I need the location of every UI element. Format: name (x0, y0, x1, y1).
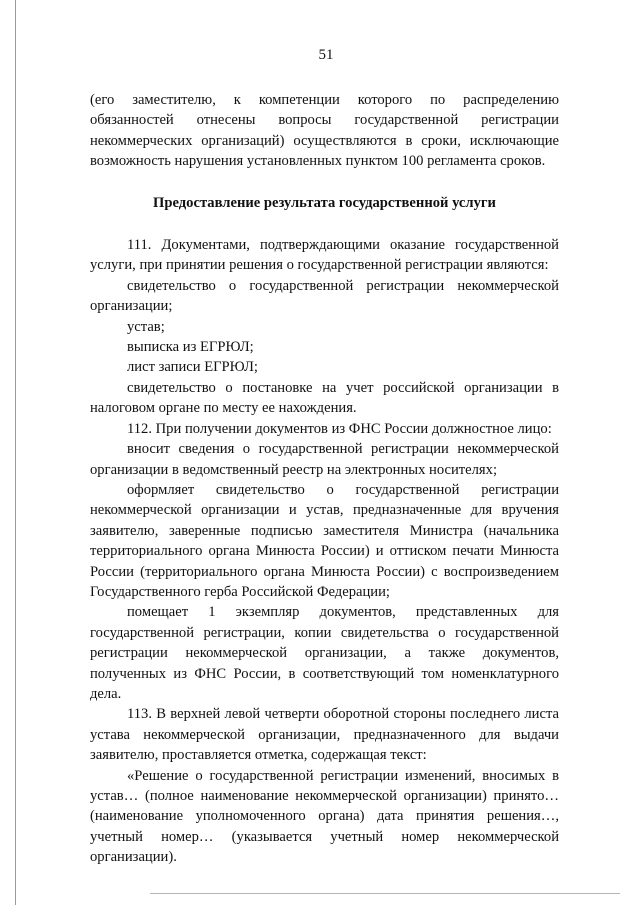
paragraph-112-issue: оформляет свидетельство о государственной регистрации некоммерческой организации и устав, предназначенные для вручения заявителю, заверенные подписью заместителя Министра (начальника территориального органа Минюста России) и оттиском печати Минюста России (территориального органа Минюста России) с воспроизведением Государственного герба Российской Федерации; (90, 481, 559, 600)
paragraph-112-archive: помещает 1 экземпляр документов, представленных для государственной регистрации, копии свидетельства о государственной регистрации некоммерческой организации, а также документов, полученных из ФНС России, в соответствующий том номенклатурного дела. (90, 604, 559, 702)
list-item-tax-registration: свидетельство о постановке на учет российской организации в налоговом органе по месту ее нахождения. (90, 379, 559, 417)
paragraph-113: 113. В верхней левой четверти оборотной стороны последнего листа устава некоммерческой организации, предназначенного для выдачи заявителю, проставляется отметка, содержащая текст: (90, 706, 559, 764)
scan-edge-left (15, 0, 16, 905)
list-item-egrul-extract: выписка из ЕГРЮЛ; (127, 339, 254, 356)
intro-paragraph: (его заместителю, к компетенции которого по распределению обязанностей отнесены вопросы государственной регистрации некоммерческих организаций) осуществляются в сроки, исключающие возможность нарушения установленных пунктом 100 регламента сроков. (90, 92, 559, 170)
page-number: 51 (318, 47, 334, 63)
paragraph-113-mark-text: «Решение о государственной регистрации изменений, вносимых в устав… (полное наименование некоммерческой организации) принято… (наименование уполномоченного органа) дата принятия решения…, учетный номер… (указывается учетный номер некоммерческой организации). (90, 767, 559, 866)
paragraph-112: 112. При получении документов из ФНС России должностное лицо: (127, 420, 552, 437)
list-item-charter: устав; (127, 318, 165, 335)
paragraph-112-registry: вносит сведения о государственной регистрации некоммерческой организации в ведомственный реестр на электронных носителях; (90, 441, 559, 478)
section-heading: Предоставление результата государственной услуги (153, 194, 496, 211)
document-body (90, 90, 559, 868)
list-item-egrul-sheet: лист записи ЕГРЮЛ; (127, 359, 258, 376)
scan-edge-bottom (150, 893, 620, 894)
paragraph-111: 111. Документами, подтверждающими оказание государственной услуги, при принятии решения о государственной регистрации являются: (90, 237, 559, 274)
list-item-certificate: свидетельство о государственной регистрации некоммерческой организации; (90, 277, 559, 315)
